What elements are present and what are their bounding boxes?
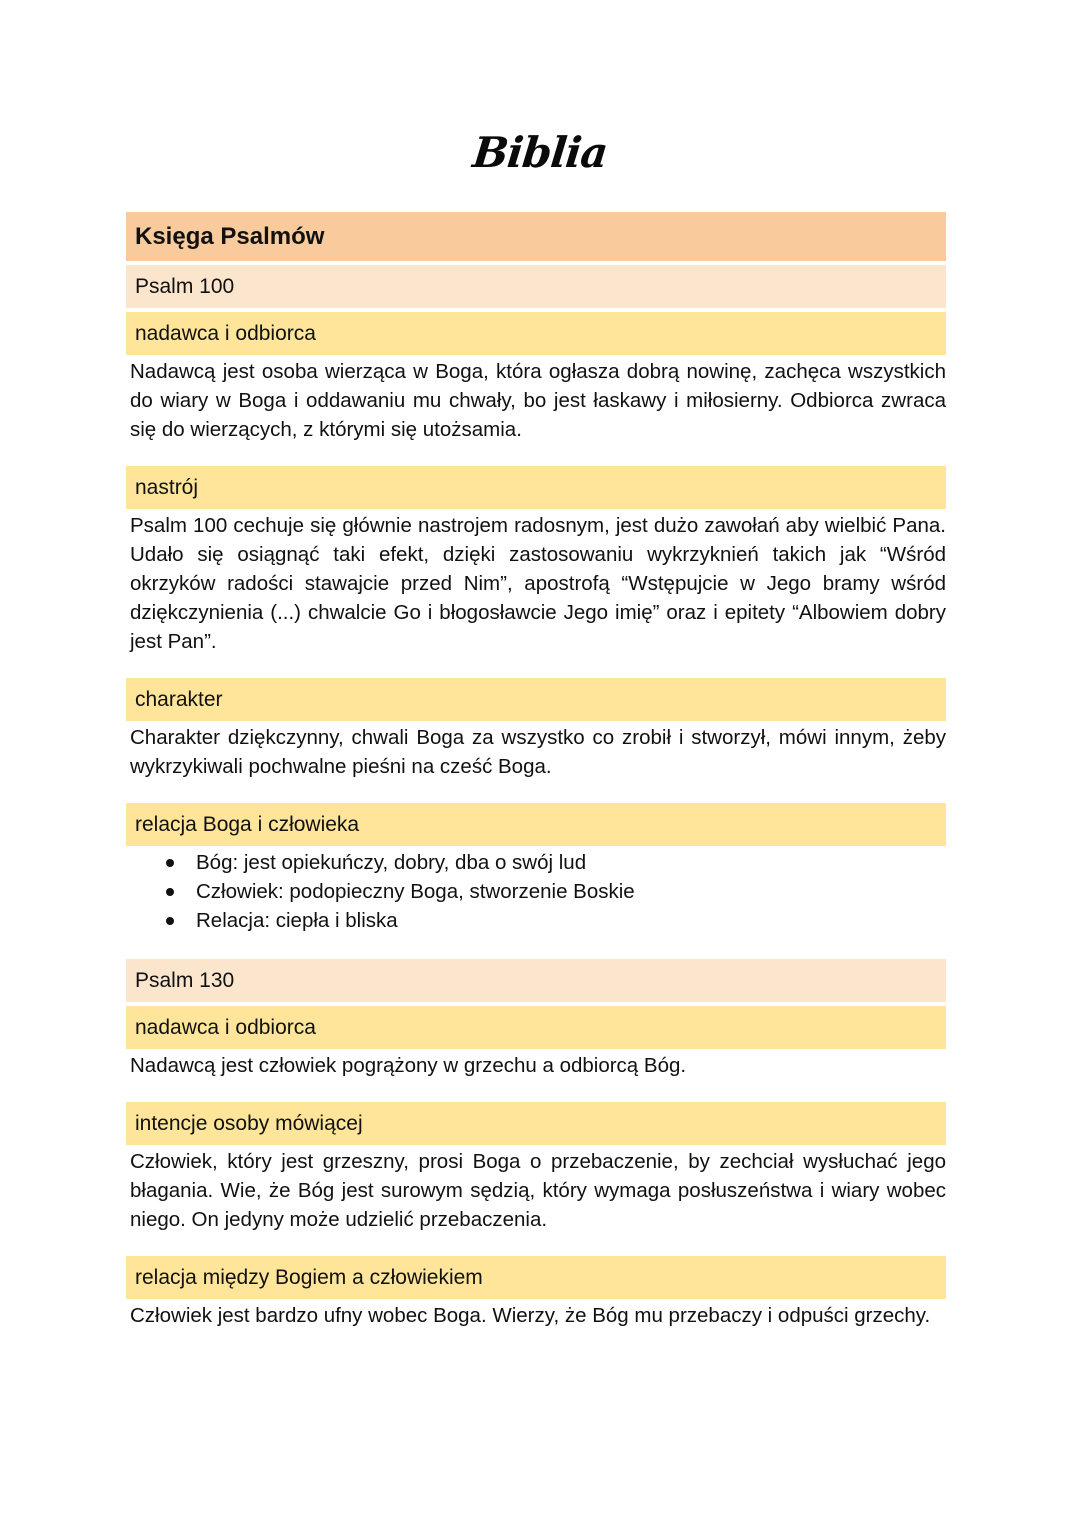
spacer [126, 781, 946, 803]
psalm-130-heading: Psalm 130 [126, 959, 946, 1002]
section-heading-mood: nastrój [126, 466, 946, 509]
book-heading: Księga Psalmów [126, 212, 946, 261]
bullet-text: Relacja: ciepła i bliska [196, 909, 398, 932]
spacer [126, 935, 946, 955]
bullet-item [196, 877, 946, 906]
psalm-100-heading: Psalm 100 [126, 265, 946, 308]
relation-bullet-list [126, 846, 946, 935]
section-text-sender-receiver: Nadawcą jest osoba wierząca w Boga, która ogłasza dobrą nowinę, zachęca wszystkich do wiary w Boga i oddawaniu mu chwały, bo jest łaskawy i miłosierny. Odbiorca zwraca się do wierzących, z którymi się utożsamia. [130, 360, 946, 441]
section-text-character: Charakter dziękczynny, chwali Boga za wszystko co zrobił i stworzył, mówi innym, żeby wykrzykiwali pochwalne pieśni na cześć Boga. [130, 726, 946, 778]
section-text-sender-receiver-130: Nadawcą jest człowiek pogrążony w grzechu a odbiorcą Bóg. [130, 1054, 687, 1077]
bullet-dot-icon [166, 859, 174, 867]
spacer [126, 444, 946, 466]
document-body [126, 212, 946, 1330]
bullet-item [196, 848, 946, 877]
bullet-dot-icon [166, 888, 174, 896]
section-heading-intentions: intencje osoby mówiącej [126, 1102, 946, 1145]
section-text-relation-130: Człowiek jest bardzo ufny wobec Boga. Wierzy, że Bóg mu przebaczy i odpuści grzechy. [130, 1304, 931, 1327]
section-heading-relation-130: relacja między Bogiem a człowiekiem [126, 1256, 946, 1299]
section-heading-relation: relacja Boga i człowieka [126, 803, 946, 846]
bullet-dot-icon [166, 917, 174, 925]
section-text-mood: Psalm 100 cechuje się głównie nastrojem radosnym, jest dużo zawołań aby wielbić Pana. Udało się osiągnąć taki efekt, dzięki zastosowaniu wykrzyknień takich jak “Wśród okrzyków radości stawajcie przed Nim”, apostrofą “Wstępujcie w Jego bramy wśród dziękczynienia (...) chwalcie Go i błogosławcie Jego imię” oraz i epitety “Albowiem dobry jest Pan”. [130, 514, 946, 653]
section-heading-character: charakter [126, 678, 946, 721]
bullet-text: Bóg: jest opiekuńczy, dobry, dba o swój lud [196, 851, 587, 874]
bullet-text: Człowiek: podopieczny Boga, stworzenie Boskie [196, 880, 635, 903]
spacer [126, 1234, 946, 1256]
section-heading-sender-receiver-130: nadawca i odbiorca [126, 1006, 946, 1049]
section-text-intentions: Człowiek, który jest grzeszny, prosi Boga o przebaczenie, by zechciał wysłuchać jego błagania. Wie, że Bóg jest surowym sędzią, który wymaga posłuszeństwa i wiary wobec niego. On jedyny może udzielić przebaczenia. [130, 1150, 946, 1231]
document-title: Biblia [470, 128, 610, 177]
bullet-item [196, 906, 946, 935]
spacer [126, 1080, 946, 1102]
section-heading-sender-receiver: nadawca i odbiorca [126, 312, 946, 355]
spacer [126, 656, 946, 678]
